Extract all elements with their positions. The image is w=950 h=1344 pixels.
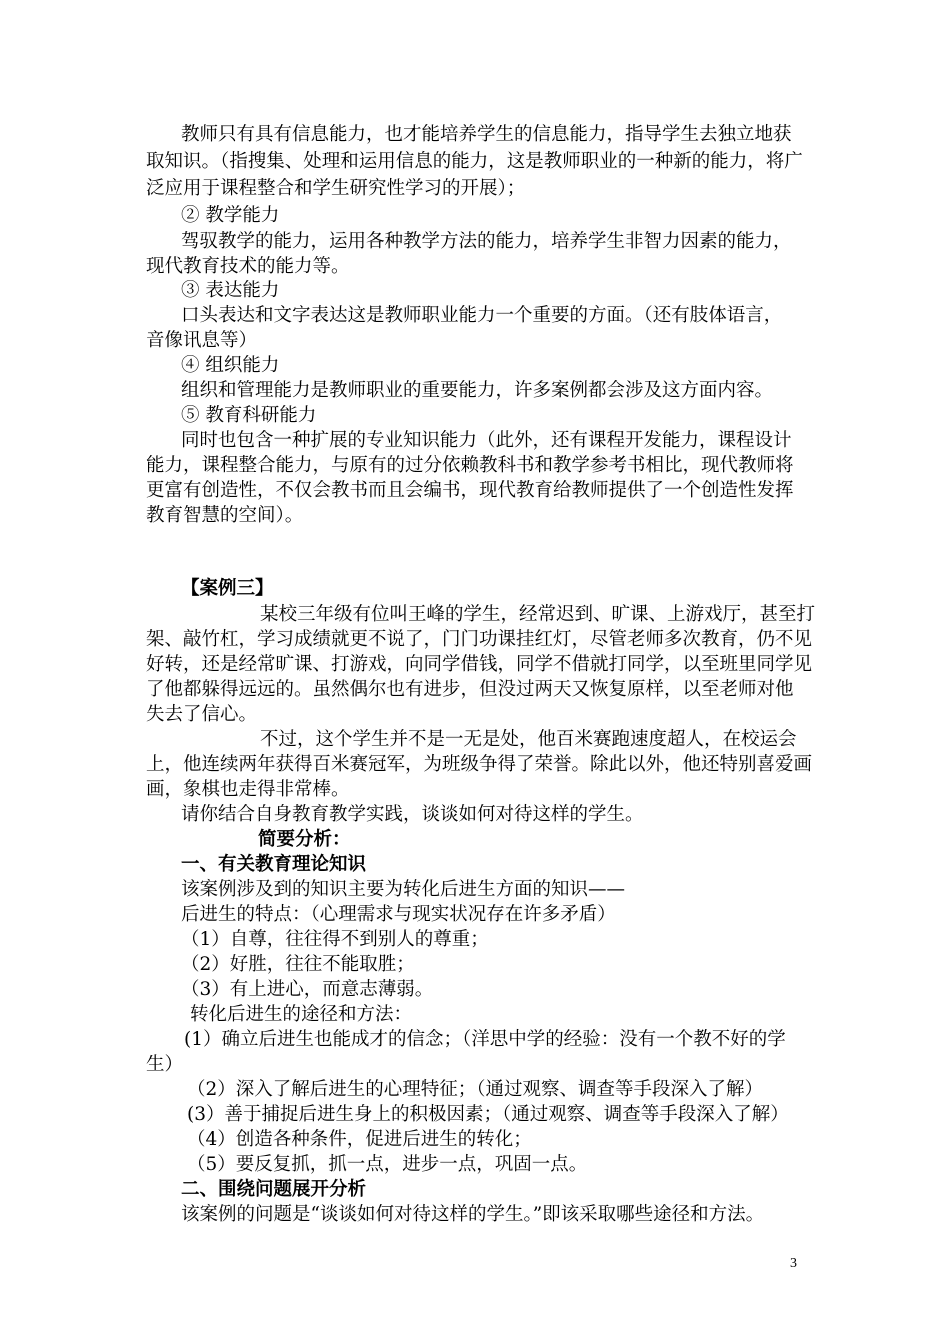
paragraph-line: 了他都躲得远远的。虽然偶尔也有进步，但没过两天又恢复原样，以至老师对他 [146, 679, 794, 700]
paragraph-line: 上，他连续两年获得百米赛冠军，为班级争得了荣誉。除此以外，他还特别喜爱画 [146, 754, 813, 775]
paragraph-line: 教育智慧的空间）。 [146, 505, 304, 526]
list-item: （1）自尊，往往得不到别人的尊重； [181, 929, 489, 950]
paragraph-line: 架、敲竹杠，学习成绩就更不说了，门门功课挂红灯，尽管老师多次教育，仍不见 [146, 629, 813, 650]
section-heading: ② 教学能力 [181, 205, 280, 226]
list-item: （4）创造各种条件，促进后进生的转化； [187, 1129, 532, 1150]
list-item: （2）好胜，往往不能取胜； [181, 954, 415, 975]
paragraph-line: 不过，这个学生并不是一无是处，他百米赛跑速度超人，在校运会 [260, 729, 797, 750]
paragraph-line: 失去了信心。 [146, 704, 258, 725]
paragraph-line: 转化后进生的途径和方法： [190, 1004, 413, 1025]
page-number: 3 [790, 1256, 797, 1271]
list-item: （3）有上进心，而意志薄弱。 [181, 979, 434, 1000]
section-heading: 一、有关教育理论知识 [181, 854, 367, 875]
paragraph-line: 同时也包含一种扩展的专业知识能力（此外，还有课程开发能力，课程设计 [181, 430, 792, 451]
paragraph-line: 后进生的特点：（心理需求与现实状况存在许多矛盾） [181, 904, 616, 925]
paragraph-line: 该案例的问题是“谈谈如何对待这样的学生。”即该采取哪些途径和方法。 [181, 1204, 765, 1225]
section-heading: ⑤ 教育科研能力 [181, 405, 317, 426]
analysis-heading: 简要分析： [258, 829, 351, 850]
paragraph-line: 现代教育技术的能力等。 [146, 256, 350, 277]
paragraph-line: 画，象棋也走得非常棒。 [146, 779, 350, 800]
paragraph-line: 请你结合自身教育教学实践，谈谈如何对待这样的学生。 [181, 804, 644, 825]
paragraph-line: 口头表达和文字表达这是教师职业能力一个重要的方面。（还有肢体语言， [181, 305, 783, 326]
paragraph-line: 好转，还是经常旷课、打游戏，向同学借钱，同学不借就打同学，以至班里同学见 [146, 654, 813, 675]
list-item: 生） [146, 1054, 184, 1075]
list-item: (3）善于捕捉后进生身上的积极因素；（通过观察、调查等手段深入了解） [187, 1104, 789, 1125]
case-heading: 【案例三】 [181, 578, 274, 599]
paragraph-line: 更富有创造性，不仅会教书而且会编书，现代教育给教师提供了一个创造性发挥 [146, 480, 794, 501]
section-heading: 二、围绕问题展开分析 [181, 1179, 367, 1200]
section-heading: ④ 组织能力 [181, 355, 280, 376]
section-heading: ③ 表达能力 [181, 280, 280, 301]
list-item: （5）要反复抓，抓一点，进步一点，巩固一点。 [187, 1154, 588, 1175]
paragraph-line: 音像讯息等） [146, 330, 258, 351]
paragraph-line: 组织和管理能力是教师职业的重要能力，许多案例都会涉及这方面内容。 [181, 380, 774, 401]
list-item: (1）确立后进生也能成才的信念；（洋思中学的经验：没有一个教不好的学 [184, 1029, 786, 1050]
paragraph-line: 能力，课程整合能力，与原有的过分依赖教科书和教学参考书相比，现代教师将 [146, 455, 794, 476]
paragraph-line: 教师只有具有信息能力，也才能培养学生的信息能力，指导学生去独立地获 [181, 124, 792, 145]
paragraph-line: 驾驭教学的能力，运用各种教学方法的能力，培养学生非智力因素的能力， [181, 231, 792, 252]
paragraph-line: 该案例涉及到的知识主要为转化后进生方面的知识—— [181, 879, 626, 900]
paragraph-line: 泛应用于课程整合和学生研究性学习的开展）； [146, 178, 526, 199]
paragraph-line: 某校三年级有位叫王峰的学生，经常迟到、旷课、上游戏厅，甚至打 [260, 604, 816, 625]
paragraph-line: 取知识。（指搜集、处理和运用信息的能力，这是教师职业的一种新的能力，将广 [146, 151, 803, 172]
list-item: （2）深入了解后进生的心理特征；（通过观察、调查等手段深入了解） [187, 1079, 764, 1100]
